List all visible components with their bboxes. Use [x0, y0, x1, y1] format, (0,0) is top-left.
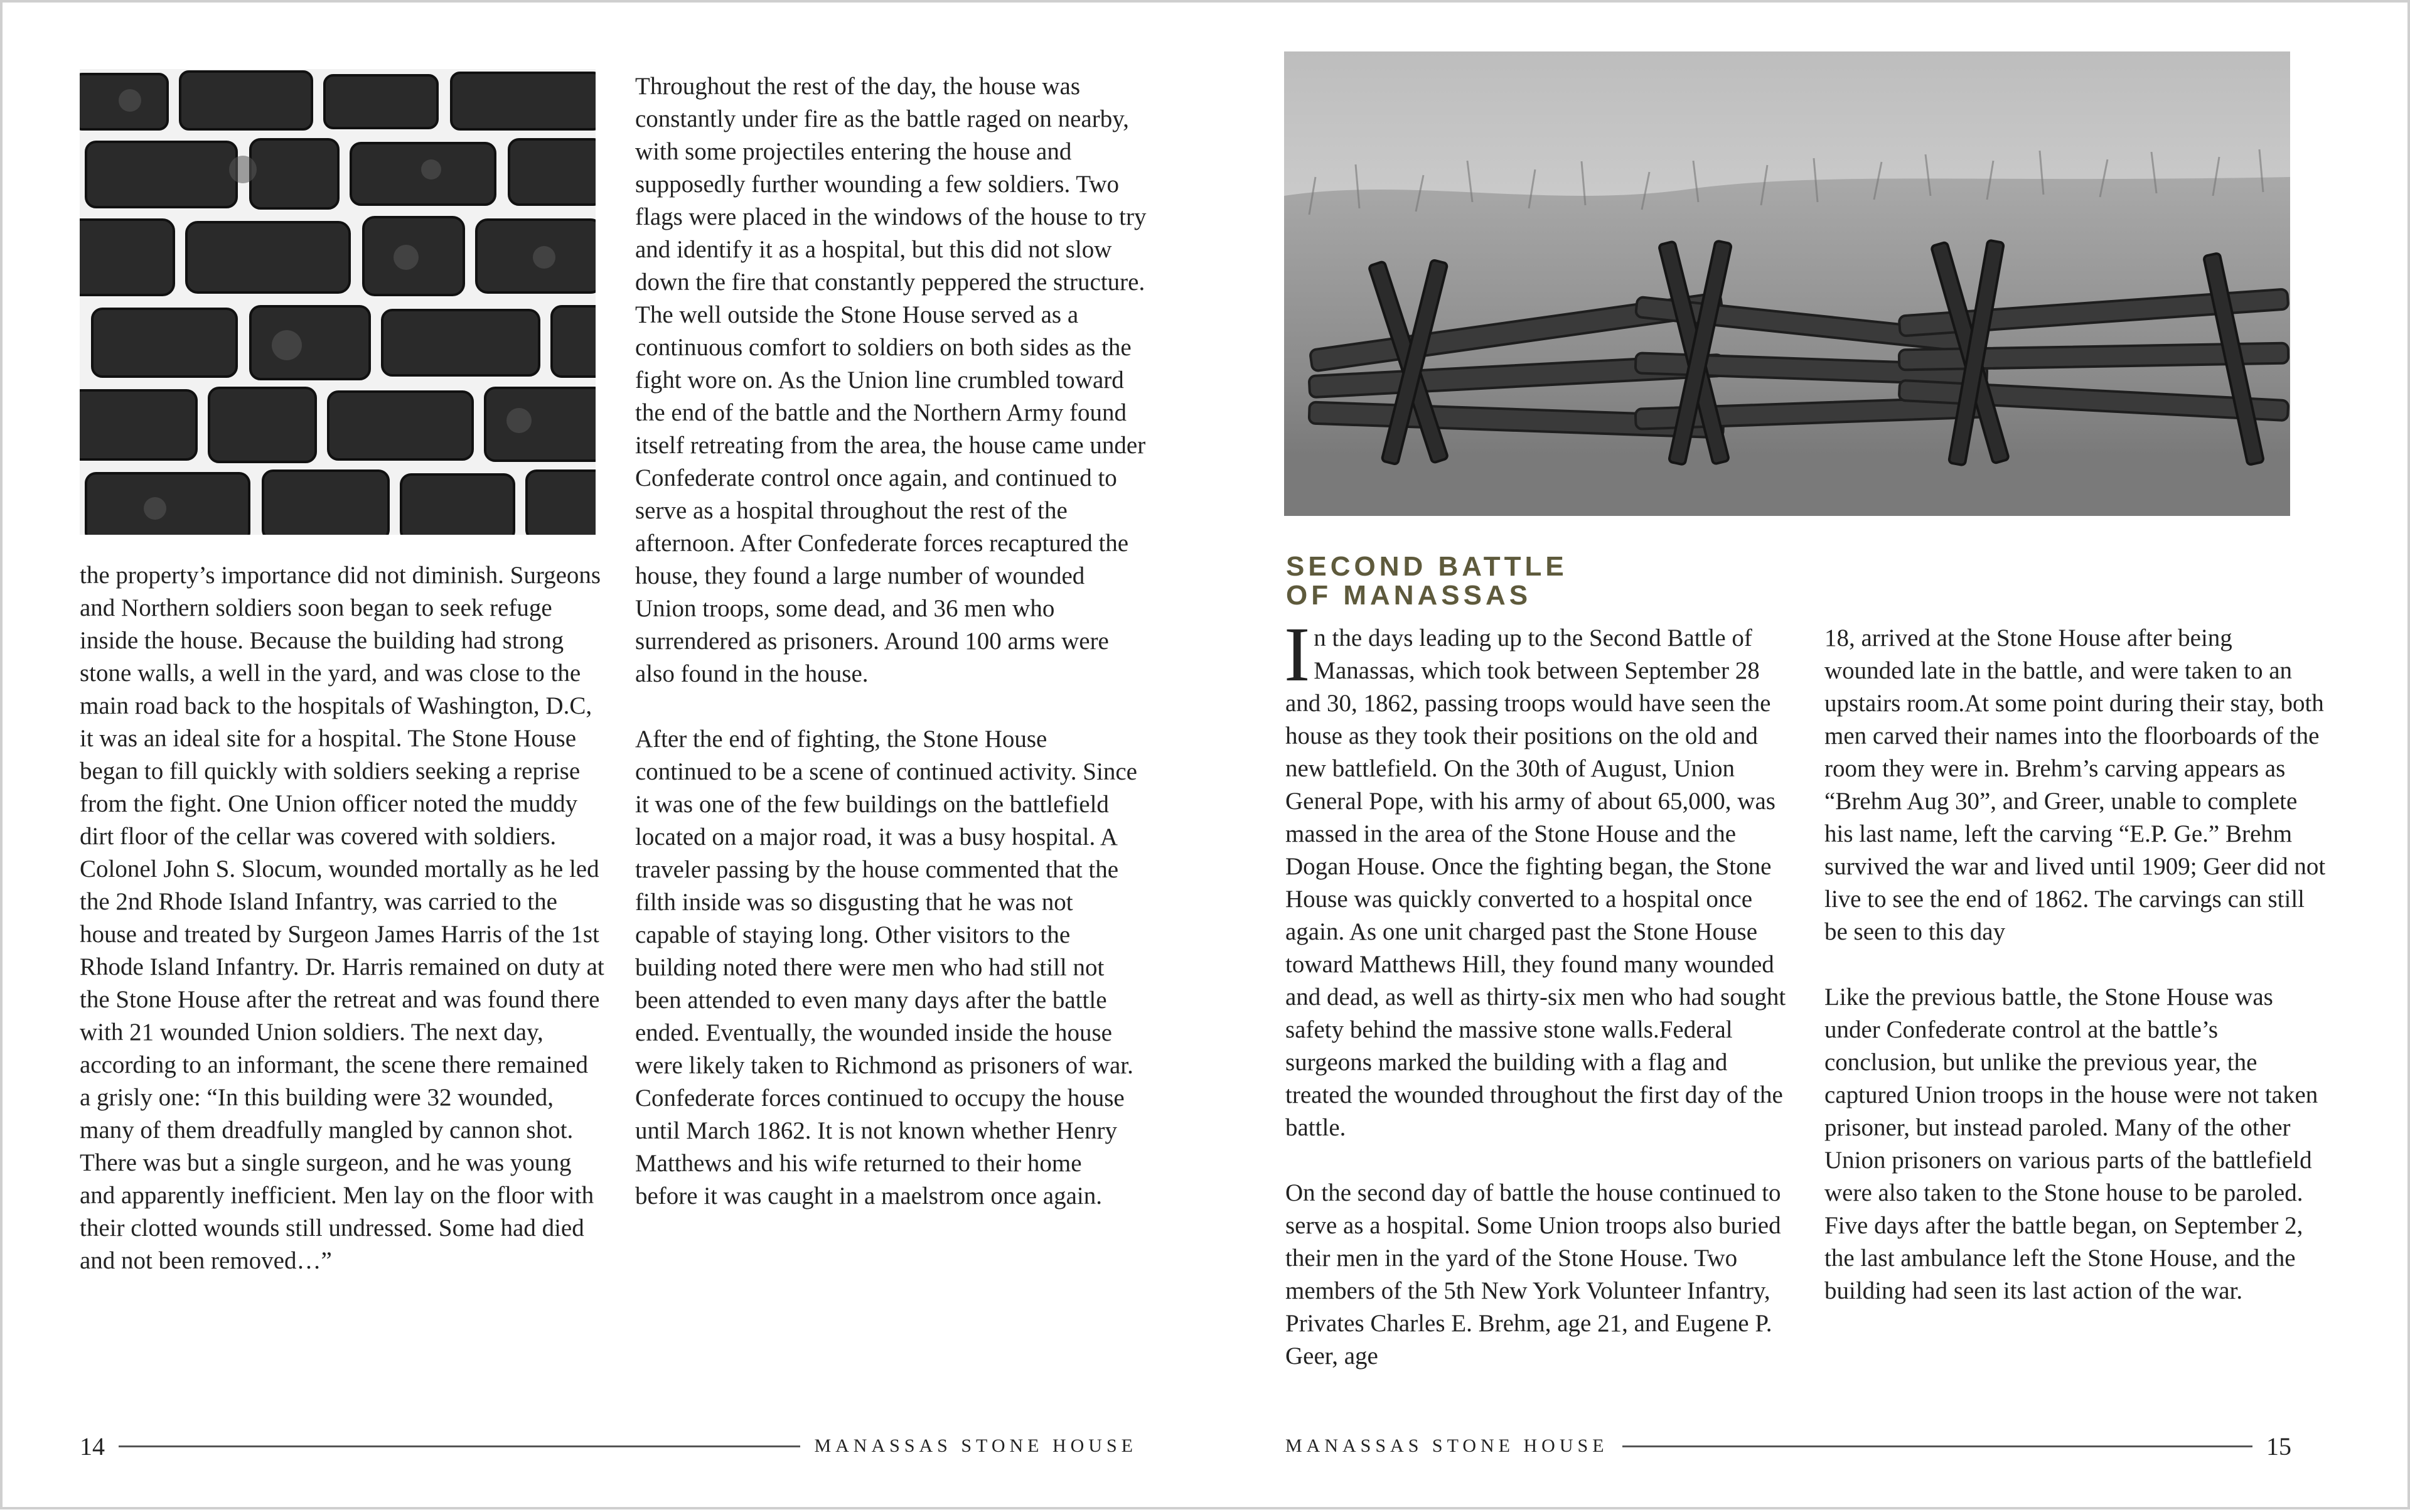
body-paragraph-text: n the days leading up to the Second Battle of Manassas, which took between September 28 and 30, 1862, passing troops would have seen the house as they took their positions on the old and new battlefield. On the 30th of August, Union General Pope, with his army of about 65,000, was massed in the area of the Stone House and the Dogan House. Once the fighting began, the Stone House was quickly converted to a hospital once again. As one unit charged past the Stone House toward Matthews Hill, they found many wounded and dead, as well as thirty-six men who had sought safety behind the massive stone walls.Federal surgeons marked the building with a flag and treated the wounded throughout the first day of the battle.	[1285, 625, 1786, 1141]
running-head: MANASSAS STONE HOUSE	[1285, 1435, 1609, 1456]
body-paragraph: Like the previous battle, the Stone House was under Confederate control at the battle’s conclusion, but unlike the previous year, the captured Union troops in the house were not taken prisoner, but instead paroled. Many of the other Union prisoners on various parts of the battlefield were also taken to the Stone house to be paroled. Five days after the battle began, on September 2, the last ambulance left the Stone House, and the building had seen its last action of the war.	[1824, 984, 2318, 1304]
left-page	[3, 3, 1208, 1512]
body-paragraph: On the second day of battle the house continued to serve as a hospital. Some Union troops also buried their men in the yard of the Stone House. Two members of the 5th New York Volunteer Infantry, Privates Charles E. Brehm, age 21, and Eugene P. Geer, age	[1285, 1179, 1781, 1370]
left-page-footer	[80, 1432, 1137, 1461]
section-heading-line-2: OF MANASSAS	[1286, 580, 1532, 611]
body-paragraph: 18, arrived at the Stone House after being wounded late in the battle, and were taken to an upstairs room.At some point during their stay, both men carved their names into the floorboards of the room they were in. Brehm’s carving appears as “Brehm Aug 30”, and Greer, unable to complete his last name, left the carving “E.P. Ge.” Brehm survived the war and lived until 1909; Geer did not live to see the end of 1862. The carvings can still be seen to this day	[1824, 625, 2326, 945]
page-number: 15	[2266, 1432, 2291, 1461]
running-head: MANASSAS STONE HOUSE	[814, 1435, 1137, 1456]
split-rail-fence-photo	[1284, 51, 2290, 516]
right-page-footer	[1285, 1432, 2291, 1461]
body-paragraph: After the end of fighting, the Stone House continued to be a scene of continued activity. Since it was one of the few buildings on the battlefield located on a major road, it was a busy hospital. A traveler passing by the house commented that the filth inside was so disgusting that he was not capable of staying long. Other visitors to the building noted there were men who had still not been attended to even many days after the battle ended. Eventually, the wounded inside the house were likely taken to Richmond as prisoners of war. Confederate forces continued to occupy the house until March 1862. It is not known whether Henry Matthews and his wife returned to their home before it was caught in a maelstrom once again.	[635, 726, 1137, 1209]
left-page-column-1	[80, 559, 604, 1277]
drop-cap: I	[1284, 611, 1310, 697]
body-paragraph: the property’s importance did not diminish. Surgeons and Northern soldiers soon began to seek refuge inside the house. Because the building had strong stone walls, a well in the yard, and was close to the main road back to the hospitals of Washington, D.C, it was an ideal site for a hospital. The Stone House began to fill quickly with soldiers seeking a reprise from the fight. One Union officer noted the muddy dirt floor of the cellar was covered with soldiers. Colonel John S. Slocum, wounded mortally as he led the 2nd Rhode Island Infantry, was carried to the house and treated by Surgeon James Harris of the 1st Rhode Island Infantry. Dr. Harris remained on duty at the Stone House after the retreat and was found there with 21 wounded Union soldiers. The next day, according to an informant, the scene there remained a grisly one: “In this building were 32 wounded, many of them dreadfully mangled by cannon shot. There was but a single surgeon, and he was young and apparently inefficient. Men lay on the floor with their clotted wounds still undressed. Some had died and not been removed…”	[80, 562, 604, 1274]
body-paragraph	[1284, 611, 1800, 1144]
page-number: 14	[80, 1432, 105, 1461]
stone-wall-photo	[80, 69, 596, 535]
body-paragraph: Throughout the rest of the day, the house was constantly under fire as the battle raged on nearby, with some projectiles entering the house and supposedly further wounding a few soldiers. Two flags were placed in the windows of the house to try and identify it as a hospital, but this did not slow down the fire that constantly peppered the structure. The well outside the Stone House served as a continuous comfort to soldiers on both sides as the fight wore on. As the Union line crumbled toward the end of the battle and the Northern Army found itself retreating from the area, the house came under Confederate control once again, and continued to serve as a hospital throughout the rest of the afternoon. After Confederate forces recaptured the house, they found a large number of wounded Union troops, some dead, and 36 men who surrendered as prisoners. Around 100 arms were also found in the house.	[635, 73, 1147, 687]
section-heading-line-1: SECOND BATTLE	[1286, 551, 1568, 582]
right-page	[1208, 3, 2410, 1512]
footer-rule	[1622, 1445, 2252, 1447]
left-page-column-2	[635, 70, 1147, 1213]
right-page-column-1	[1284, 611, 1800, 1373]
section-heading	[1286, 552, 1851, 610]
footer-rule	[119, 1445, 800, 1447]
right-page-column-2	[1824, 622, 2327, 1307]
